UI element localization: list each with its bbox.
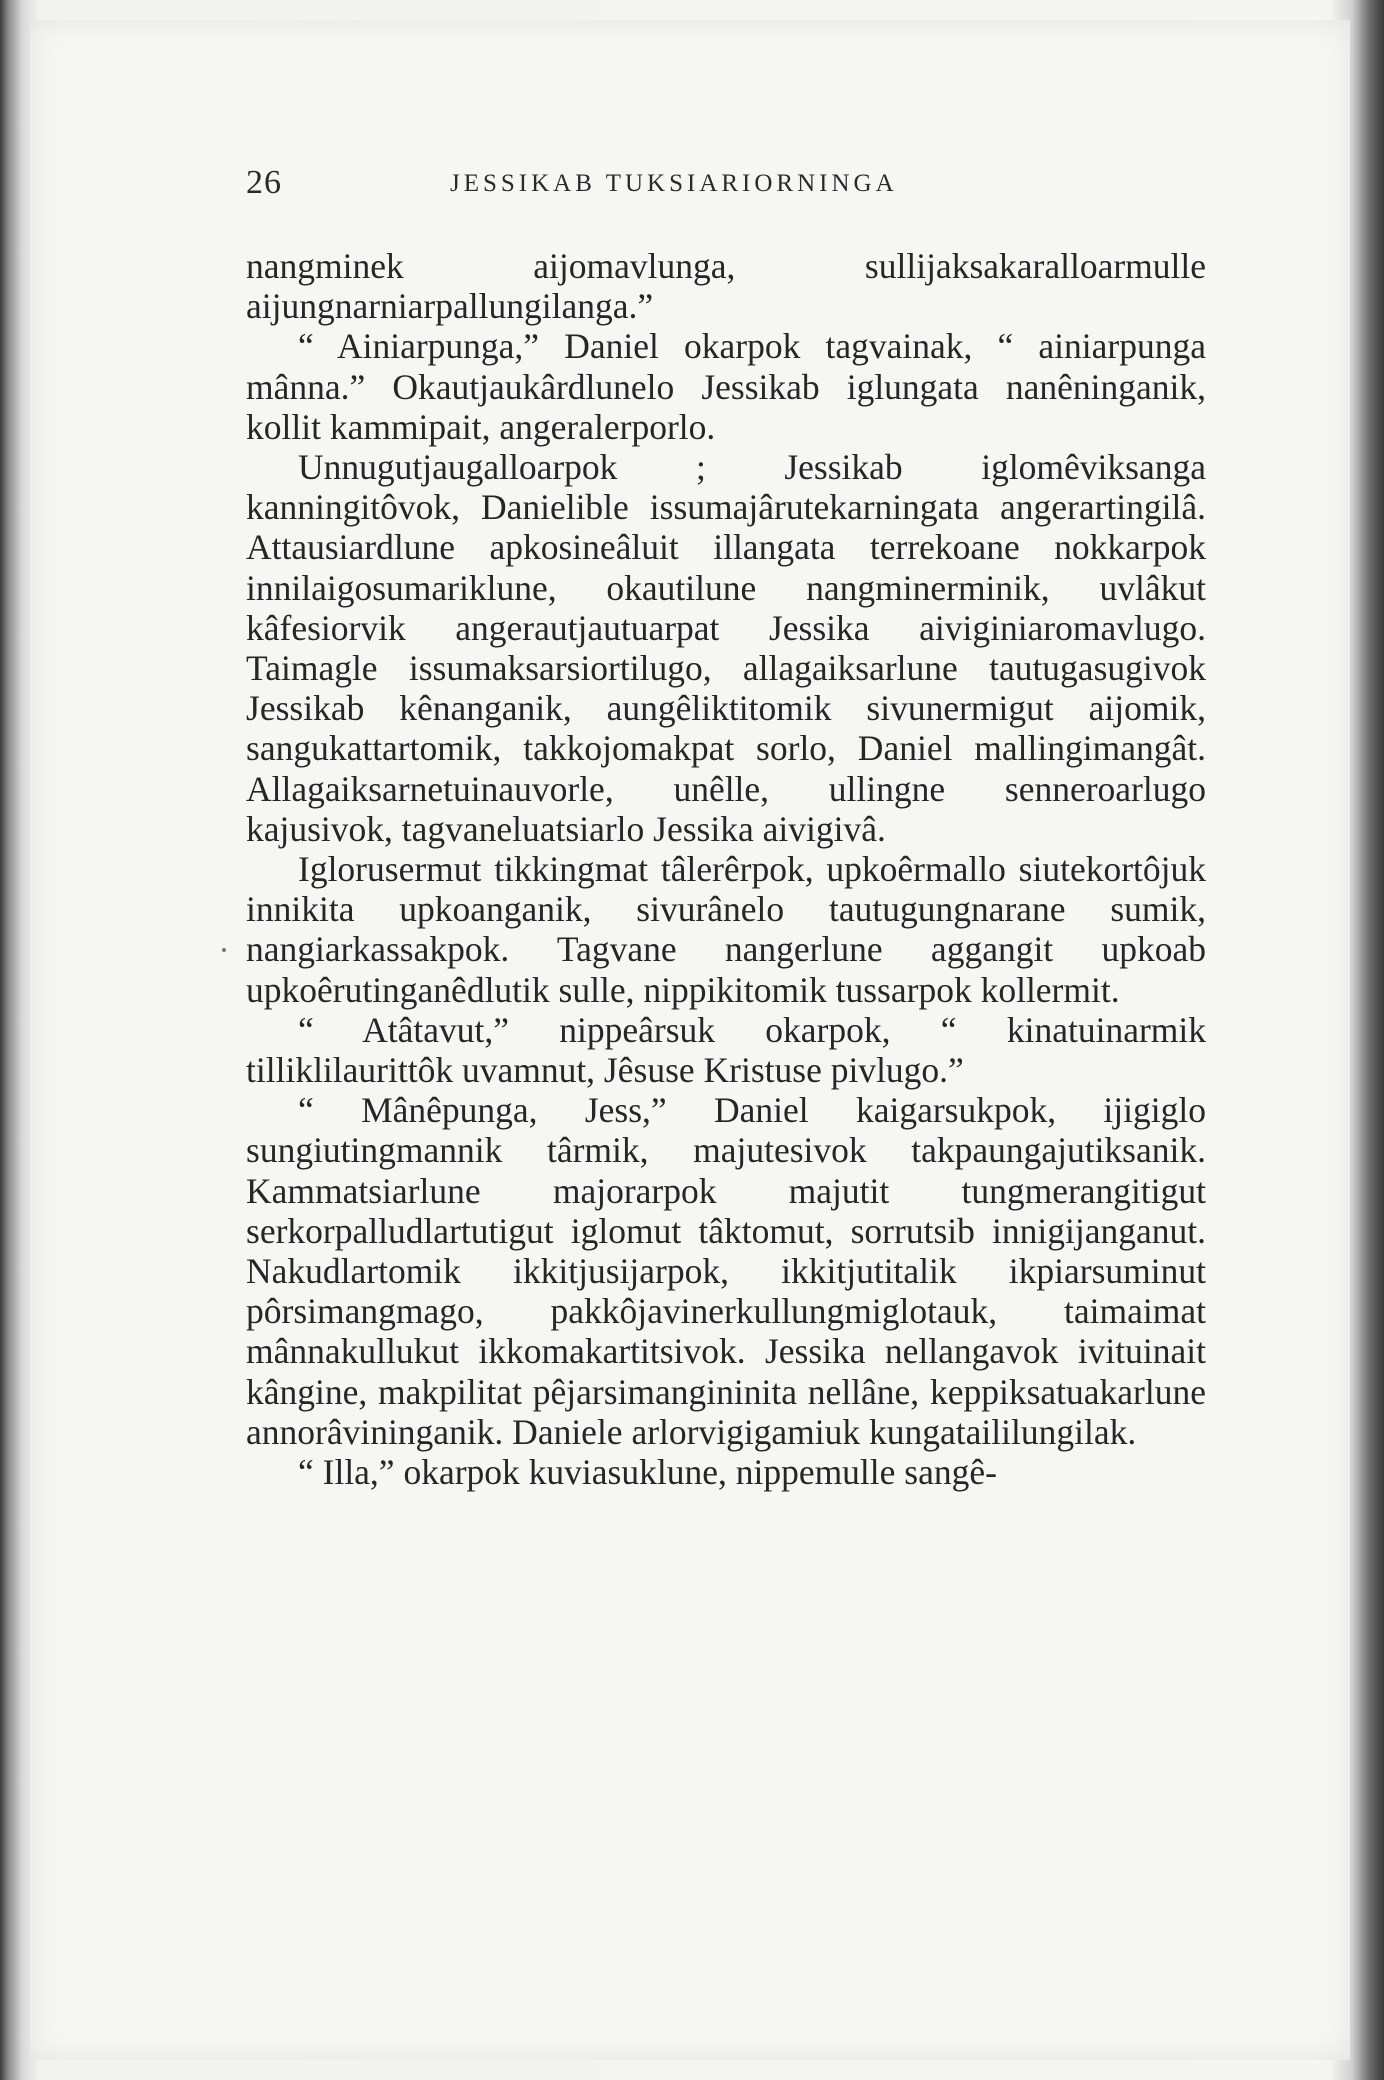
body-text bbox=[246, 246, 1206, 1492]
page-number: 26 bbox=[246, 164, 282, 201]
paragraph: “ Atâtavut,” nippeârsuk okarpok, “ kinatuinarmik tilliklilaurittôk uvamnut, Jêsuse Kristuse pivlugo.” bbox=[246, 1009, 1206, 1091]
paragraph: nangminek aijomavlunga, sullijaksakaralloarmulle aijungnarniarpallungilanga.” bbox=[246, 246, 1206, 327]
paragraph: “ Mânêpunga, Jess,” Daniel kaigarsukpok, ijigiglo sungiutingmannik târmik, majutesivok takpaungajutiksanik. Kammatsiarlune majorarpok majutit tungmerangitigut serkorpalludlartutigut iglomut tâktomut, sorrutsib innigijanganut. Nakudlartomik ikkitjusijarpok, ikkitjutitalik ikpiarsuminut pôrsimangmago, pakkôjavinerkullungmiglotauk, taimaimat mânnakullukut ikkomakartitsivok. Jessika nellangavok ivituinait kângine, makpilitat pêjarsimangininita nellâne, keppiksatuakarlune annorâvininganik. Daniele arlorvigigamiuk kungataililungilak. bbox=[246, 1090, 1206, 1452]
margin-mark bbox=[222, 948, 226, 952]
paragraph: “ Ainiarpunga,” Daniel okarpok tagvainak, “ ainiarpunga mânna.” Okautjaukârdlunelo Jessikab iglungata nanêninganik, kollit kammipait, angeralerporlo. bbox=[246, 326, 1206, 447]
paragraph: “ Illa,” okarpok kuviasuklune, nippemulle sangê- bbox=[298, 1452, 997, 1493]
page-header bbox=[246, 164, 1206, 204]
paragraph: Iglorusermut tikkingmat tâlerêrpok, upkoêrmallo siutekortôjuk innikita upkoanganik, sivurânelo tautugungnarane sumik, nangiarkassakpok. Tagvane nangerlune aggangit upkoab upkoêrutinganêdlutik sulle, nippikitomik tussarpok kollermit. bbox=[246, 849, 1206, 1010]
running-title: JESSIKAB TUKSIARIORNINGA bbox=[450, 170, 898, 197]
paragraph: Unnugutjaugalloarpok ; Jessikab iglomêviksanga kanningitôvok, Danielible issumajârutekarningata angerartingilâ. Attausiardlune apkosineâluit illangata terrekoane nokkarpok innilaigosumariklune, okautilune nangminerminik, uvlâkut kâfesiorvik angerautjautuarpat Jessika aiviginiaromavlugo. Taimagle issumaksarsiortilugo, allagaiksarlune tautugasugivok Jessikab kênanganik, aungêliktitomik sivunermigut aijomik, sangukattartomik, takkojomakpat sorlo, Daniel mallingimangât. Allagaiksarnetuinauvorle, unêlle, ullingne senneroarlugo kajusivok, tagvaneluatsiarlo Jessika aivigivâ. bbox=[246, 447, 1206, 849]
